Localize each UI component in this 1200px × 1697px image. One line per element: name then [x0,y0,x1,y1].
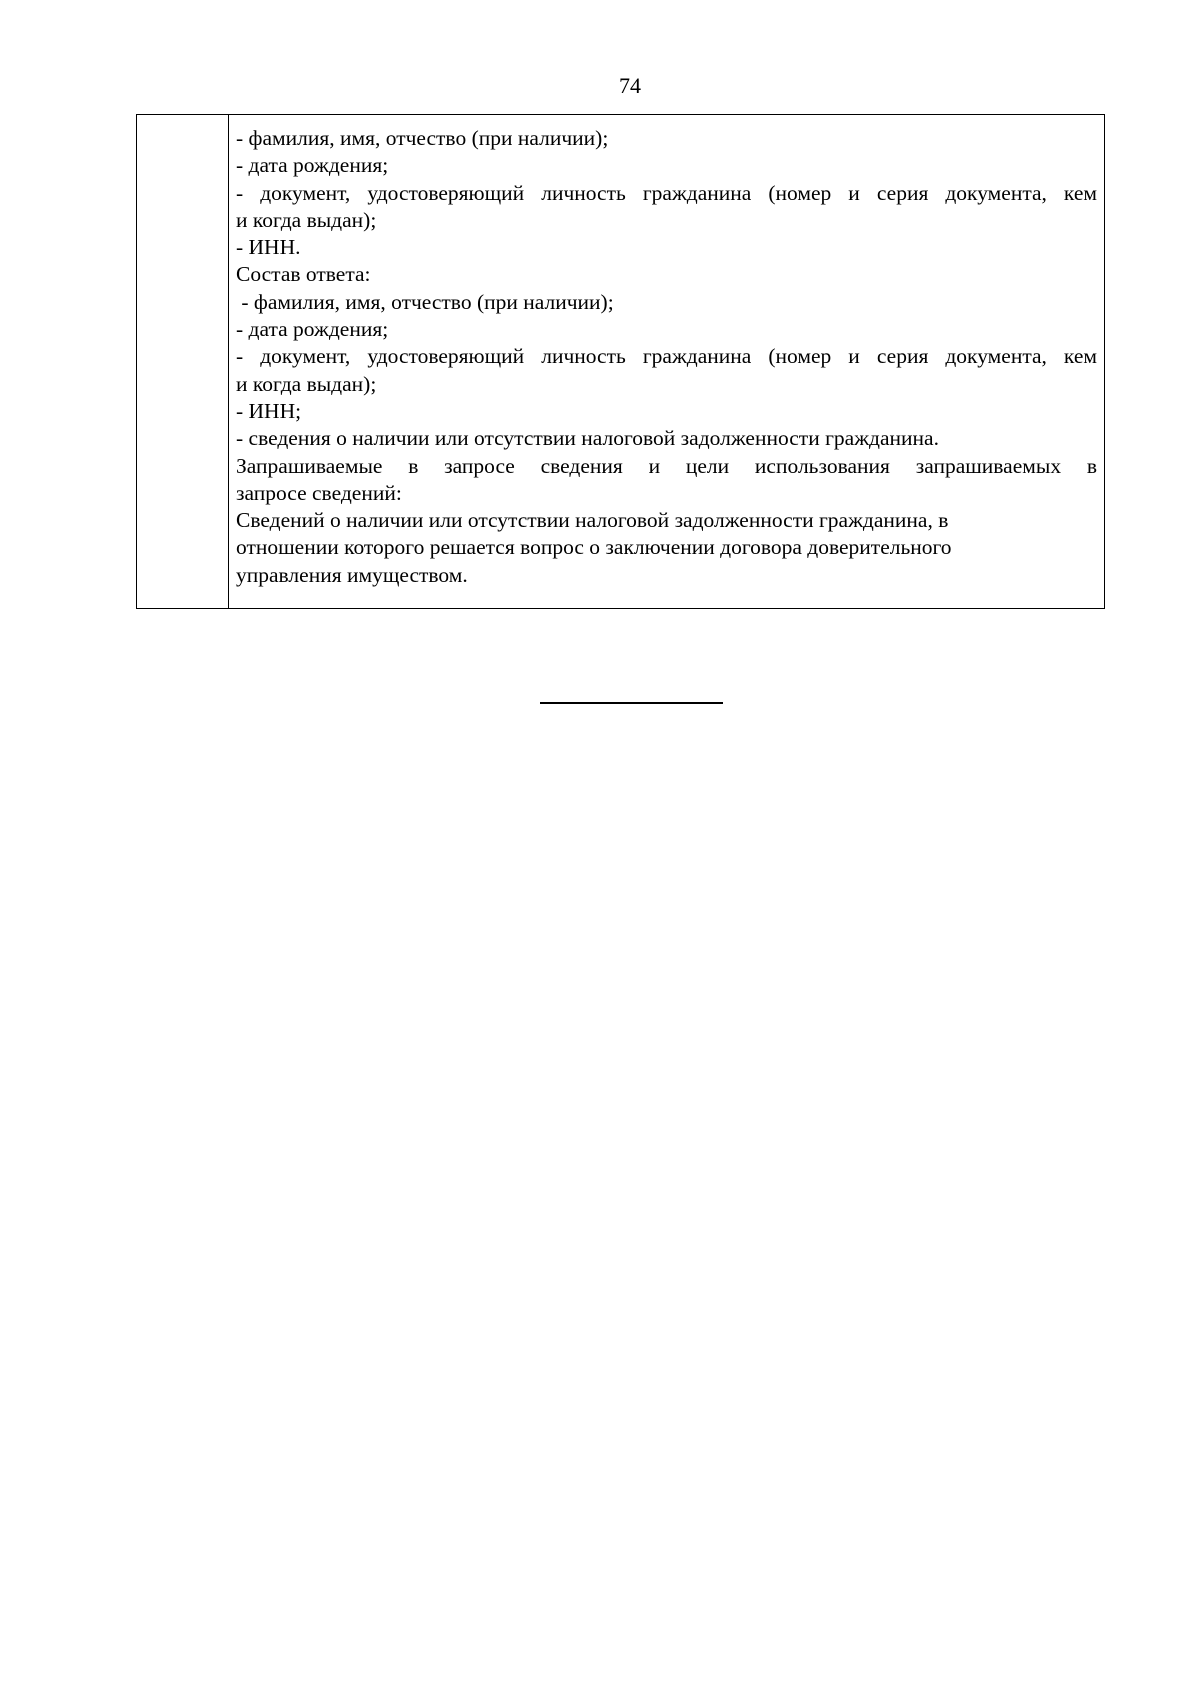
text-line: - дата рождения; [236,317,389,342]
text-line: - сведения о наличии или отсутствии налоговой задолженности гражданина. [236,426,939,451]
document-table [136,114,1105,609]
text-line: запросе сведений: [236,480,402,505]
text-line: Запрашиваемые в запросе сведения и цели использования запрашиваемых в [236,453,1097,478]
text-line: и когда выдан); [236,207,377,232]
table-cell-right [229,115,1104,608]
text-line: Состав ответа: [236,262,371,287]
table-cell-left [137,115,229,608]
text-line: - дата рождения; [236,153,389,178]
text-line: Сведений о наличии или отсутствии налоговой задолженности гражданина, в [236,508,949,533]
text-line: управления имуществом. [236,562,468,587]
text-line: - документ, удостоверяющий личность гражданина (номер и серия документа, кем [236,344,1097,369]
text-line: и когда выдан); [236,371,377,396]
text-line: - фамилия, имя, отчество (при наличии); [236,289,614,314]
page-number: 74 [619,73,641,98]
text-line: - документ, удостоверяющий личность гражданина (номер и серия документа, кем [236,180,1097,205]
end-separator-line [540,702,723,704]
text-line: - фамилия, имя, отчество (при наличии); [236,126,609,150]
text-line: - ИНН. [236,235,301,260]
text-line: отношении которого решается вопрос о заключении договора доверительного [236,535,952,560]
text-line: - ИНН; [236,398,302,423]
